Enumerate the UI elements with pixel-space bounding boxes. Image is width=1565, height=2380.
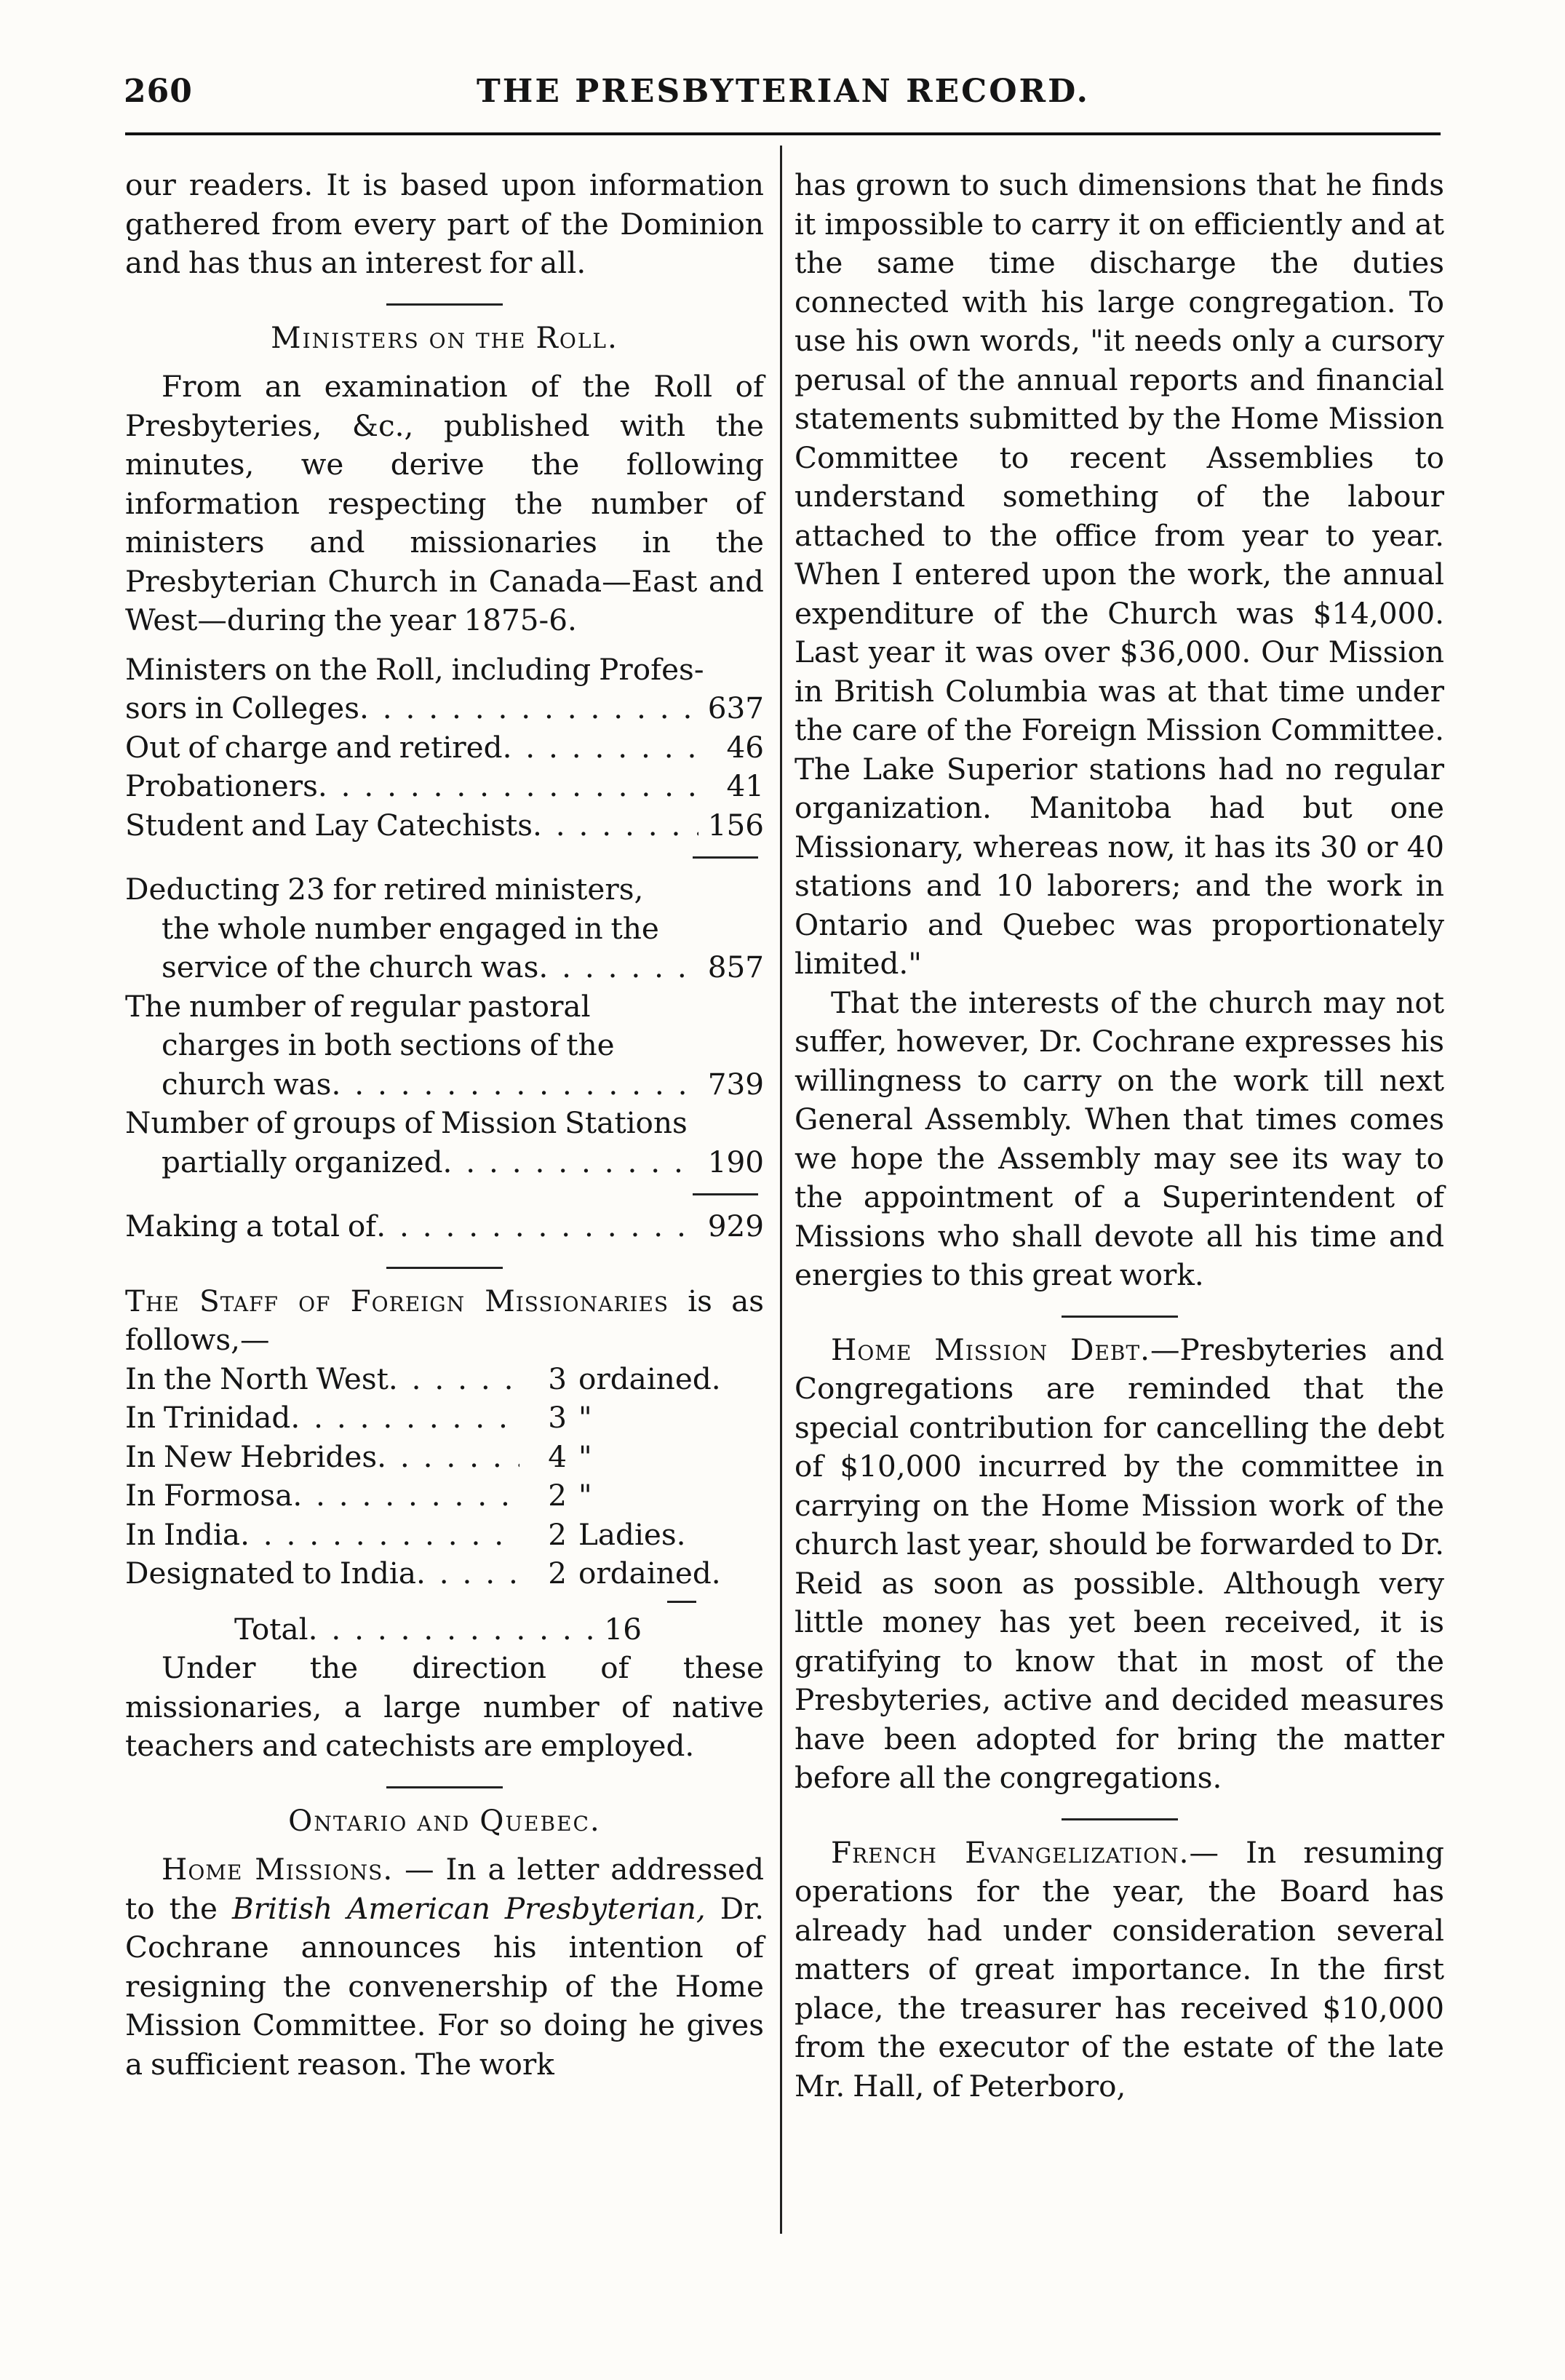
publication-name: British American Presbyterian, <box>231 1890 706 1926</box>
row-label: In New Hebrides <box>125 1438 378 1474</box>
foreign-total-row <box>125 1610 642 1649</box>
intro-paragraph: our readers. It is based upon information gathered from every part of the Dominion and has thus an interest for all. <box>125 167 764 280</box>
table-row <box>125 948 764 987</box>
staff-intro: is as follows,— <box>125 1283 764 1357</box>
table-row <box>125 1398 764 1438</box>
tally-rule <box>693 856 758 859</box>
pastoral-line: charges in both sections of the <box>162 1027 615 1062</box>
french-lead: French Evangelization. <box>831 1834 1190 1870</box>
paragraph-text: —Presbyteries and Congregations are reminded that the special contribution for cancelling the debt of $10,000 incurred by the committee in carrying on the Home Mission work of the church last year, should be forwarded to Dr. Reid as soon as possible. Although very little money has yet been received, it is gratifying to know that in most of the Presbyteries, active and decided measures have been adopted for bring the matter before all the congregations. <box>795 1332 1444 1795</box>
summary-table <box>125 870 764 1182</box>
ministers-paragraph: From an examination of the Roll of Presbyteries, &c., published with the minutes, we derive the following information respecting the number of ministers and missionaries in the Presbyterian Church in Canada—East and West—during the year 1875-6. <box>125 369 764 637</box>
row-value: 3 <box>548 1400 567 1435</box>
row-value: 190 <box>707 1144 764 1179</box>
home-missions-lead: Home Missions. <box>162 1852 394 1887</box>
row-value: 46 <box>726 729 764 765</box>
debt-paragraph <box>795 1331 1444 1798</box>
row-value: 16 <box>604 1611 642 1647</box>
row-value: 41 <box>726 768 764 803</box>
section-separator <box>386 303 503 306</box>
row-note: " <box>578 1438 592 1474</box>
groups-line: Number of groups of Mission Stations <box>125 1105 688 1140</box>
table-row <box>125 1143 764 1182</box>
french-paragraph <box>795 1834 1444 2106</box>
table-row <box>125 728 764 768</box>
row-value: 156 <box>707 807 764 843</box>
row-note: Ladies. <box>578 1516 686 1552</box>
table-row <box>125 1476 764 1516</box>
header-rule <box>125 132 1441 135</box>
ontario-heading: Ontario and Quebec. <box>288 1802 601 1838</box>
ministers-heading: Ministers on the Roll. <box>271 319 618 355</box>
row-value: 929 <box>707 1209 764 1243</box>
column-divider <box>780 146 782 2234</box>
page-header <box>124 73 1448 124</box>
interests-paragraph: That the interests of the church may not suffer, however, Dr. Cochrane expresses his willingness to carry on the work till next General Assembly. When that times comes we hope the Assembly may see its way to the appointment of a Superintendent of Missions who shall devote all his time and energies to this great work. <box>795 984 1444 1292</box>
row-label: sors in Colleges <box>125 690 360 725</box>
row-value: 637 <box>707 690 764 725</box>
row-note: ordained. <box>578 1361 721 1396</box>
row-value: 2 <box>548 1478 567 1513</box>
roll-first-line: Ministers on the Roll, including Profes- <box>125 651 704 687</box>
row-value: 2 <box>548 1516 567 1552</box>
row-label: service of the church was <box>162 950 539 984</box>
pastoral-line: The number of regular pastoral <box>125 988 591 1024</box>
row-note: " <box>578 1400 592 1435</box>
row-value: 4 <box>548 1438 567 1474</box>
row-label: Out of charge and retired <box>125 729 503 765</box>
table-row <box>125 1360 764 1399</box>
row-label: partially organized <box>162 1144 443 1179</box>
table-row <box>125 767 764 806</box>
right-column <box>795 166 1444 2106</box>
row-label: Probationers <box>125 768 318 803</box>
row-label: Total <box>234 1611 308 1647</box>
section-separator <box>386 1267 503 1269</box>
row-value: 3 <box>548 1361 567 1396</box>
debt-lead: Home Mission Debt. <box>831 1332 1151 1367</box>
row-label: In the North West <box>125 1361 389 1396</box>
staff-heading: The Staff of Foreign Missionaries <box>125 1283 669 1318</box>
table-row <box>125 1554 764 1593</box>
foreign-missions-table <box>125 1360 764 1593</box>
roll-table <box>125 650 764 845</box>
paragraph-text: — In a letter addressed to the <box>125 1852 764 1926</box>
tally-rule <box>667 1601 696 1603</box>
left-column <box>125 166 764 2084</box>
row-label: In Trinidad <box>125 1400 291 1435</box>
paragraph-text: Dr. Cochrane announces his intention of resigning the convenership of the Home Mission Committee. For so doing he gives a sufficient reason. The work <box>125 1890 765 2082</box>
table-row <box>125 806 764 845</box>
teachers-paragraph: Under the direction of these missionaries, a large number of native teachers and catechists are employed. <box>125 1650 764 1763</box>
table-row <box>125 689 764 728</box>
paragraph-text: — In resuming operations for the year, the Board has already had under consideration several matters of great importance. In the first place, the treasurer has received $10,000 from the executor of the estate of the late Mr. Hall, of Peterboro, <box>795 1834 1444 2104</box>
tally-rule <box>693 1193 758 1195</box>
row-label: Making a total of <box>125 1209 377 1243</box>
section-separator <box>386 1786 503 1788</box>
row-value: 2 <box>548 1556 567 1591</box>
home-missions-paragraph <box>125 1850 764 2084</box>
table-row <box>125 1516 764 1555</box>
continuation-paragraph: has grown to such dimensions that he finds it impossible to carry it on efficiently and at the same time discharge the duties connected with his large congregation. To use his own words, "it needs only a cursory perusal of the annual reports and financial statements submitted by the Home Mission Committee to recent Assemblies to understand something of the labour attached to the office from year to year. When I entered upon the work, the annual expenditure of the Church was $14,000. Last year it was over $36,000. Our Mission in British Columbia was at that time under the care of the Foreign Mission Committee. The Lake Superior stations had no regular organization. Manitoba had but one Missionary, whereas now, it has its 30 or 40 stations and 10 laborers; and the work in Ontario and Quebec was proportionately limited." <box>795 167 1444 981</box>
row-label: Designated to India <box>125 1556 417 1591</box>
deduct-line: Deducting 23 for retired ministers, <box>125 872 644 907</box>
table-row <box>125 1438 764 1477</box>
section-separator <box>1062 1818 1178 1820</box>
row-note: " <box>578 1478 592 1513</box>
row-value: 857 <box>707 950 764 984</box>
row-label: In Formosa <box>125 1478 293 1513</box>
table-row <box>125 1065 764 1105</box>
row-label: Student and Lay Catechists <box>125 807 533 843</box>
row-value: 739 <box>707 1066 764 1102</box>
total-row <box>125 1207 764 1246</box>
publication-title: THE PRESBYTERIAN RECORD. <box>477 73 1090 110</box>
section-separator <box>1062 1316 1178 1318</box>
row-label: In India <box>125 1516 241 1552</box>
row-label: church was <box>162 1066 332 1102</box>
row-note: ordained. <box>578 1556 721 1591</box>
deduct-line: the whole number engaged in the <box>162 910 659 946</box>
page-number: 260 <box>124 73 193 110</box>
